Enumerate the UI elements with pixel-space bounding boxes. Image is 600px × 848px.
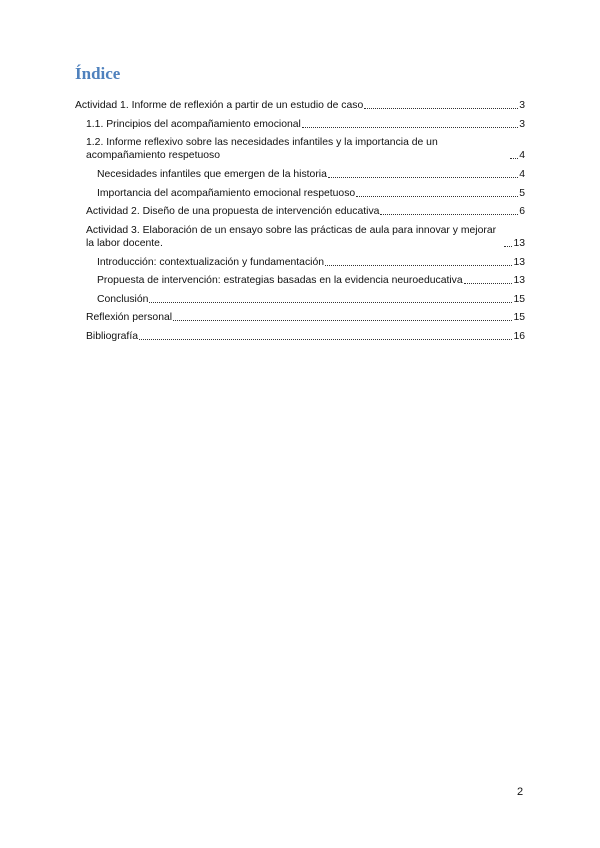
toc-entry-page: 5 xyxy=(519,187,525,199)
toc-entry-page: 4 xyxy=(519,150,525,161)
toc-entry-actividad-3[interactable] xyxy=(75,224,525,250)
toc-entry-bibliografia[interactable] xyxy=(75,330,525,343)
toc-entry-title: Necesidades infantiles que emergen de la historia xyxy=(97,169,327,180)
toc-heading: Índice xyxy=(75,64,121,83)
toc-entry-introduccion[interactable] xyxy=(75,256,525,269)
toc-entry-reflexion[interactable] xyxy=(75,311,525,324)
toc-entry-title: Conclusión xyxy=(97,293,149,305)
toc-entry-title: Bibliografía xyxy=(86,330,138,342)
toc-entry-1-1[interactable] xyxy=(75,118,525,131)
toc-leader-dots xyxy=(139,338,512,340)
toc-entry-page: 13 xyxy=(513,237,525,249)
toc-entry-title: Actividad 3. Elaboración de un ensayo sobre las prácticas de aula para innovar y mejorar la labor docente. xyxy=(86,224,497,249)
toc-entry-title: Propuesta de intervención: estrategias basadas en la evidencia neuroeducativa xyxy=(97,275,463,286)
table-of-contents xyxy=(75,99,525,348)
toc-leader-dots xyxy=(504,245,512,247)
toc-leader-dots xyxy=(380,213,518,215)
toc-entry-page: 3 xyxy=(519,100,525,111)
toc-entry-actividad-1[interactable] xyxy=(75,99,525,112)
toc-entry-actividad-2[interactable] xyxy=(75,205,525,218)
toc-leader-dots xyxy=(173,319,512,321)
toc-entry-necesidades[interactable] xyxy=(75,168,525,181)
page-number: 2 xyxy=(517,786,524,798)
toc-leader-dots xyxy=(356,195,518,197)
toc-entry-page: 13 xyxy=(513,275,525,286)
toc-leader-dots xyxy=(328,176,518,178)
toc-leader-dots xyxy=(464,282,513,284)
toc-entry-title: Importancia del acompañamiento emocional respetuoso xyxy=(97,187,356,199)
toc-entry-importancia[interactable] xyxy=(75,187,525,200)
toc-entry-title: Actividad 2. Diseño de una propuesta de intervención educativa xyxy=(86,206,380,217)
toc-entry-title: 1.1. Principios del acompañamiento emocional xyxy=(86,118,301,130)
toc-leader-dots xyxy=(325,264,512,266)
toc-entry-page: 4 xyxy=(519,169,525,180)
toc-entry-page: 15 xyxy=(513,293,525,305)
toc-entry-conclusion[interactable] xyxy=(75,293,525,306)
toc-leader-dots xyxy=(149,301,512,303)
toc-entry-page: 15 xyxy=(513,312,525,323)
toc-entry-page: 13 xyxy=(513,256,525,268)
toc-leader-dots xyxy=(364,107,518,109)
toc-entry-1-2[interactable] xyxy=(75,136,525,162)
toc-entry-title: Actividad 1. Informe de reflexión a partir de un estudio de caso xyxy=(75,100,364,111)
toc-leader-dots xyxy=(510,157,518,159)
toc-entry-page: 6 xyxy=(519,206,525,217)
toc-entry-page: 16 xyxy=(513,330,525,342)
toc-entry-title: 1.2. Informe reflexivo sobre las necesidades infantiles y la importancia de un acompañamiento respetuoso xyxy=(86,137,438,161)
toc-entry-title: Introducción: contextualización y fundamentación xyxy=(97,256,325,268)
toc-entry-propuesta[interactable] xyxy=(75,274,525,287)
toc-entry-page: 3 xyxy=(519,118,525,130)
toc-entry-title: Reflexión personal xyxy=(86,312,173,323)
toc-leader-dots xyxy=(302,126,518,128)
